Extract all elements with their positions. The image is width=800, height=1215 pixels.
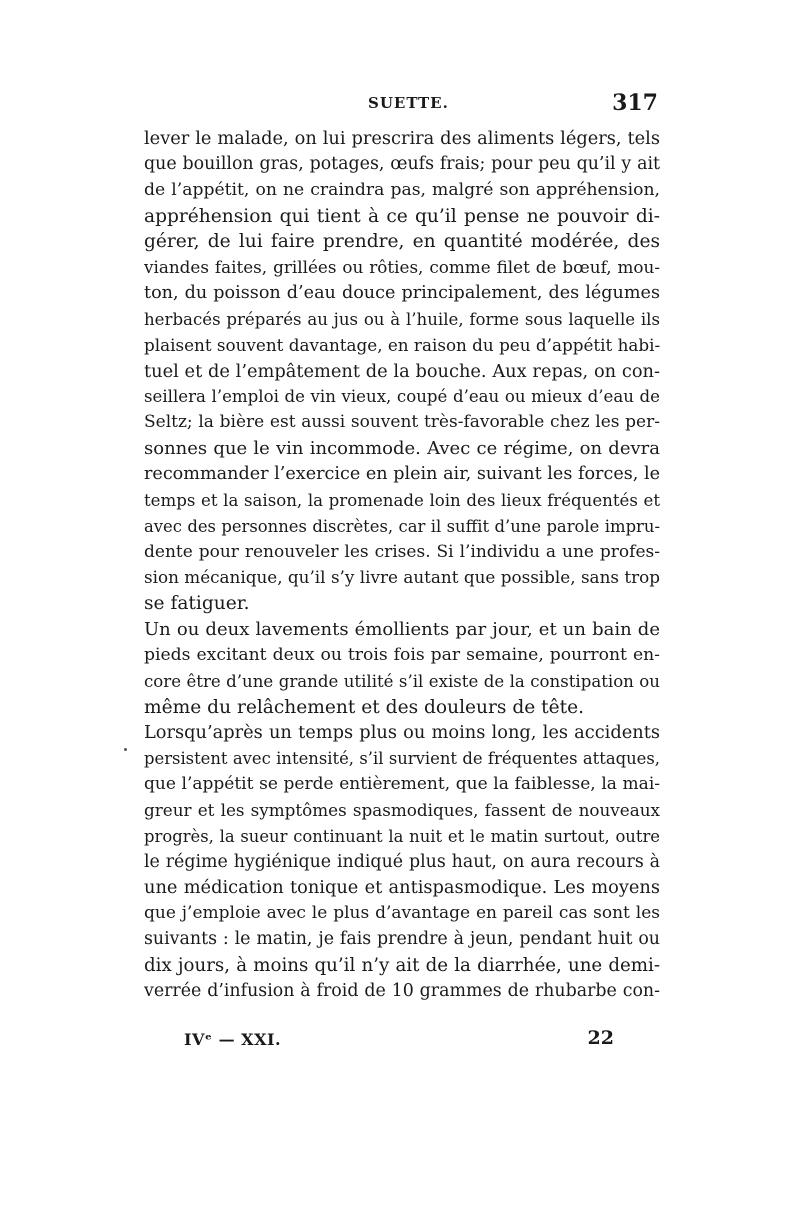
text-line: ton, du poisson d’eau douce principalement, des légumes bbox=[144, 283, 660, 304]
text-line: seillera l’emploi de vin vieux, coupé d’eau ou mieux d’eau de bbox=[144, 387, 660, 407]
text-line: suivants : le matin, je fais prendre à jeun, pendant huit ou bbox=[144, 929, 660, 950]
text-line: se fatiguer. bbox=[144, 593, 250, 615]
running-head bbox=[144, 92, 658, 122]
margin-mark bbox=[124, 748, 127, 751]
text-line: sonnes que le vin incommode. Avec ce régime, on devra bbox=[144, 438, 660, 460]
text-line: dente pour renouveler les crises. Si l’individu a une profes- bbox=[144, 541, 660, 562]
text-line: sion mécanique, qu’il s’y livre autant que possible, sans trop bbox=[144, 567, 660, 588]
text-line: greur et les symptômes spasmodiques, fassent de nouveaux bbox=[144, 799, 660, 820]
text-line: une médication tonique et antispasmodique. Les moyens bbox=[144, 877, 660, 899]
signature-mark: 22 bbox=[587, 1027, 614, 1049]
text-line: que j’emploie avec le plus d’avantage en pareil cas sont les bbox=[144, 903, 660, 924]
text-line: tuel et de l’empâtement de la bouche. Aux repas, on con- bbox=[144, 360, 660, 382]
text-line: herbacés préparés au jus ou à l’huile, forme sous laquelle ils bbox=[144, 309, 660, 329]
text-line: progrès, la sueur continuant la nuit et le matin surtout, outre bbox=[144, 826, 660, 846]
body-text bbox=[144, 126, 660, 1005]
text-line: plaisent souvent davantage, en raison du peu d’appétit habi- bbox=[144, 334, 661, 355]
text-line: gérer, de lui faire prendre, en quantité modérée, des bbox=[144, 231, 660, 253]
text-line: que l’appétit se perde entièrement, que la faiblesse, la mai- bbox=[144, 774, 660, 795]
text-line: temps et la saison, la promenade loin des lieux fréquentés et bbox=[144, 490, 660, 510]
text-line: que bouillon gras, potages, œufs frais; pour peu qu’il y ait bbox=[144, 153, 660, 174]
page-number: 317 bbox=[612, 90, 658, 116]
text-line: le régime hygiénique indiqué plus haut, on aura recours à bbox=[144, 851, 660, 872]
text-line: verrée d’infusion à froid de 10 grammes de rhubarbe con- bbox=[144, 980, 660, 1001]
text-line: lever le malade, on lui prescrira des aliments légers, tels bbox=[144, 128, 660, 149]
running-title: SUETTE. bbox=[368, 94, 449, 112]
text-line: pieds excitant deux ou trois fois par semaine, pourront en- bbox=[144, 644, 660, 665]
text-line: Seltz; la bière est aussi souvent très-favorable chez les per- bbox=[144, 412, 660, 433]
text-line: avec des personnes discrètes, car il suffit d’une parole impru- bbox=[144, 516, 660, 536]
signature: IVᵉ — XXI. bbox=[184, 1030, 282, 1049]
text-line: Lorsqu’après un temps plus ou moins long, les accidents bbox=[144, 722, 660, 744]
text-line: viandes faites, grillées ou rôties, comme filet de bœuf, mou- bbox=[144, 257, 660, 278]
text-line: persistent avec intensité, s’il survient de fréquentes attaques, bbox=[144, 749, 660, 769]
text-line: recommander l’exercice en plein air, suivant les forces, le bbox=[144, 463, 660, 484]
text-line: dix jours, à moins qu’il n’y ait de la diarrhée, une demi- bbox=[144, 955, 660, 976]
text-line: appréhension qui tient à ce qu’il pense ne pouvoir di- bbox=[144, 205, 660, 227]
text-line: de l’appétit, on ne craindra pas, malgré son appréhension, bbox=[144, 179, 660, 200]
text-line: core être d’une grande utilité s’il existe de la constipation ou bbox=[144, 671, 660, 691]
text-line: même du relâchement et des douleurs de tête. bbox=[144, 696, 585, 718]
signature-line bbox=[184, 1027, 614, 1054]
text-line: Un ou deux lavements émollients par jour, et un bain de bbox=[144, 619, 660, 641]
